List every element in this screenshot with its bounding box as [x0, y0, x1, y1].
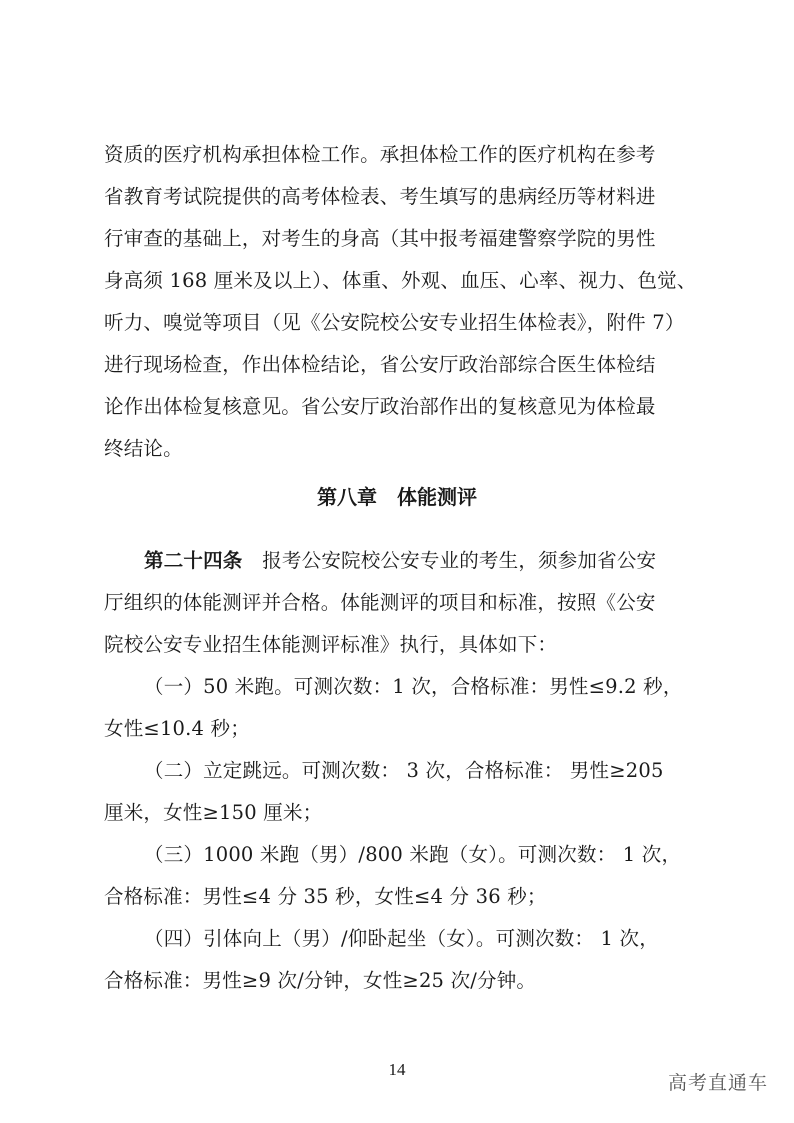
paragraph-line: 资质的医疗机构承担体检工作。承担体检工作的医疗机构在参考: [104, 143, 656, 166]
article-label: 第二十四条: [144, 549, 243, 572]
article-first-line-text: 报考公安院校公安专业的考生，须参加省公安: [242, 549, 657, 572]
article-line: 院校公安专业招生体能测评标准》执行，具体如下：: [104, 633, 558, 656]
paragraph-line: 终结论。: [104, 437, 183, 460]
list-item-line: （二）立定跳远。可测次数： 3 次，合格标准： 男性≥205: [144, 759, 664, 782]
paragraph-line: 论作出体检复核意见。省公安厅政治部作出的复核意见为体检最: [104, 395, 656, 418]
list-item-line: 合格标准：男性≤4 分 35 秒，女性≤4 分 36 秒；: [104, 885, 547, 908]
list-item-line: 女性≤10.4 秒；: [104, 717, 250, 740]
chapter-heading: 第八章 体能测评: [317, 485, 477, 509]
article-first-line: [144, 546, 704, 576]
page-number: 14: [388, 1060, 406, 1079]
paragraph-line: 省教育考试院提供的高考体检表、考生填写的患病经历等材料进: [104, 185, 656, 208]
paragraph-line: 听力、嗅觉等项目（见《公安院校公安专业招生体检表》，附件 7）: [104, 311, 685, 334]
list-item-line: （一）50 米跑。可测次数：1 次，合格标准：男性≤9.2 秒，: [144, 675, 683, 698]
watermark-text: 高考直通车: [667, 1072, 768, 1094]
list-item-line: （四）引体向上（男）/仰卧起坐（女）。可测次数： 1 次，: [144, 927, 659, 950]
list-item-line: （三）1000 米跑（男）/800 米跑（女）。可测次数： 1 次，: [144, 843, 682, 866]
paragraph-line: 行审查的基础上，对考生的身高（其中报考福建警察学院的男性: [104, 227, 656, 250]
list-item-line: 厘米，女性≥150 厘米；: [104, 801, 323, 824]
article-line: 厅组织的体能测评并合格。体能测评的项目和标准，按照《公安: [104, 591, 656, 614]
paragraph-line: 进行现场检查，作出体检结论，省公安厅政治部综合医生体检结: [104, 353, 656, 376]
list-item-line: 合格标准：男性≥9 次/分钟，女性≥25 次/分钟。: [104, 969, 537, 992]
paragraph-line: 身高须 168 厘米及以上）、体重、外观、血压、心率、视力、色觉、: [104, 269, 697, 292]
